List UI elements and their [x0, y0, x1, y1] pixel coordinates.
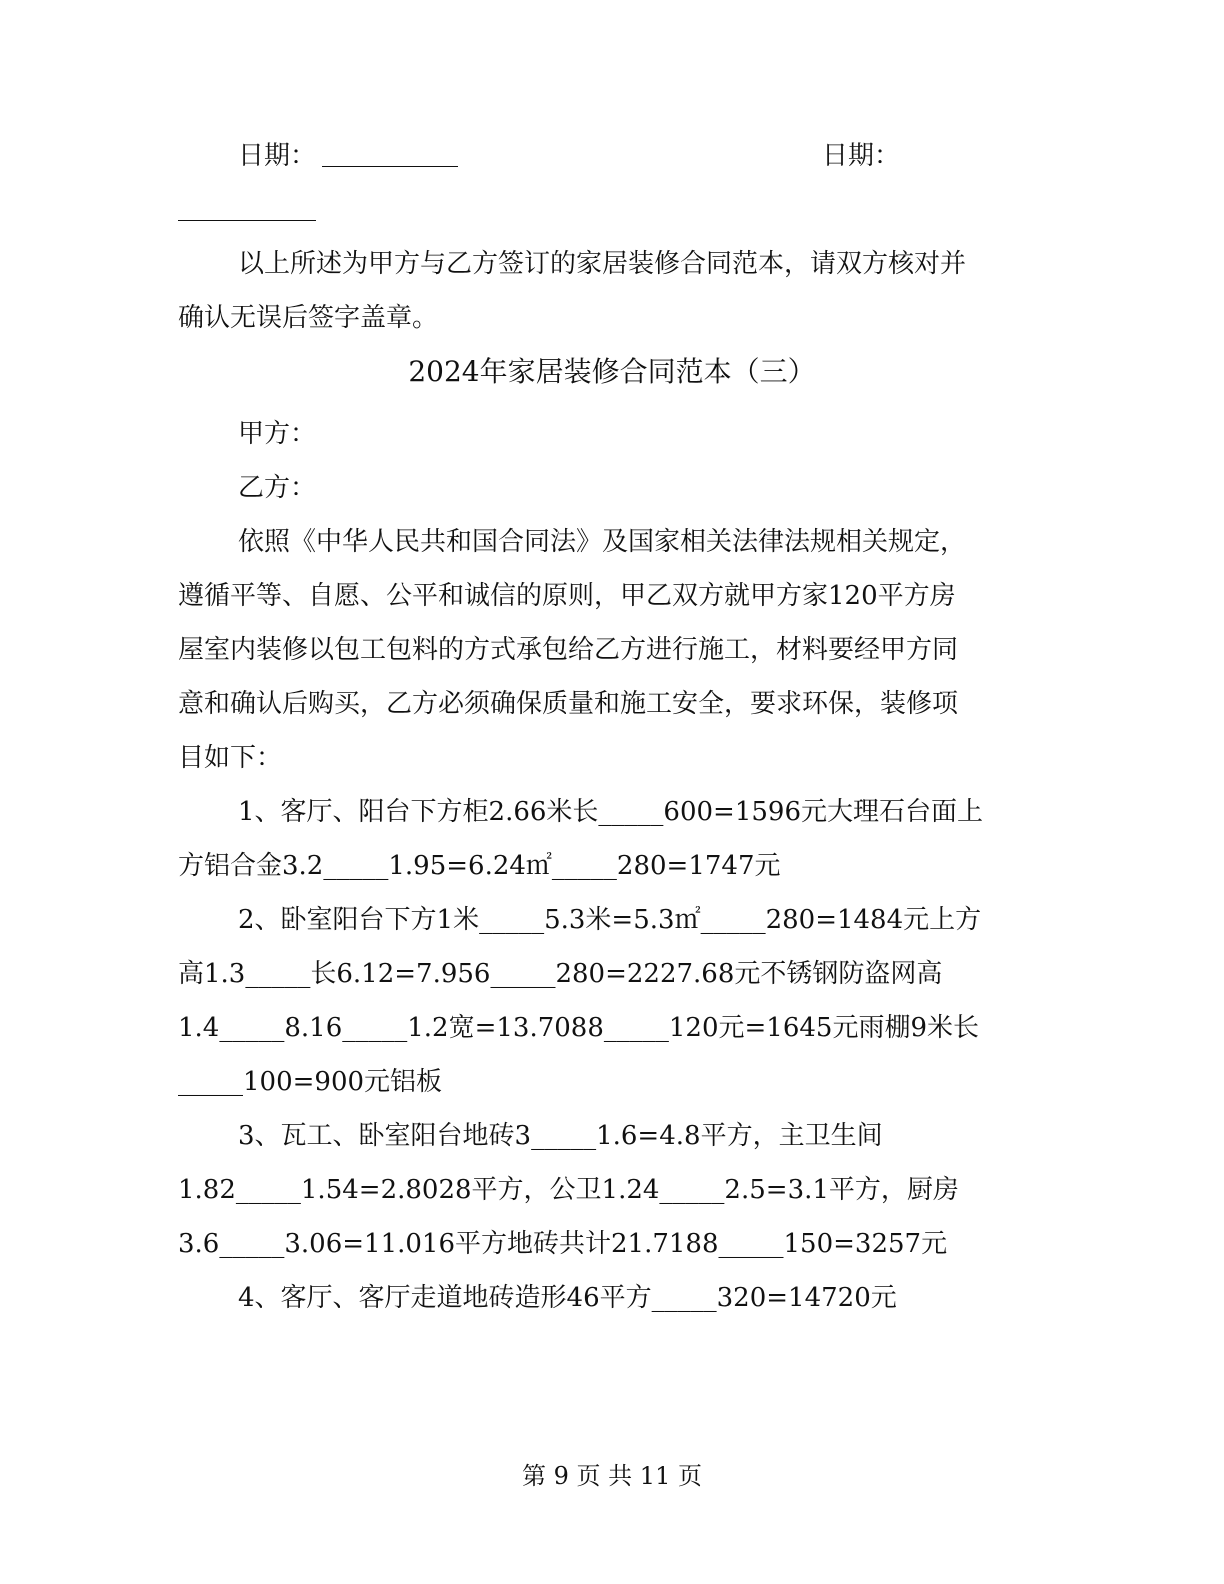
party-b: 乙方： — [238, 473, 317, 503]
item3-line-1: 3、瓦工、卧室阳台地砖3_____1.6=4.8平方，主卫生间 — [238, 1121, 883, 1151]
intro-line-2: 遵循平等、自愿、公平和诚信的原则，甲乙双方就甲方家120平方房 — [178, 581, 956, 611]
item2-line-2: 高1.3_____长6.12=7.956_____280=2227.68元不锈钢防盗网高 — [178, 959, 943, 989]
intro-line-4: 意和确认后购买，乙方必须确保质量和施工安全，要求环保，装修项 — [178, 689, 959, 719]
item1-line-1: 1、客厅、阳台下方柜2.66米长_____600=1596元大理石台面上 — [238, 797, 984, 827]
item2-line-4: _____100=900元铝板 — [178, 1067, 443, 1097]
date-left-label: 日期： — [238, 141, 317, 171]
intro-line-5: 目如下： — [178, 743, 283, 773]
date-right-label: 日期： — [822, 141, 901, 171]
item2-line-3: 1.4_____8.16_____1.2宽=13.7088_____120元=1645元雨棚9米长 — [178, 1013, 980, 1043]
item3-line-3: 3.6_____3.06=11.016平方地砖共计21.7188_____150=3257元 — [178, 1229, 948, 1259]
item3-line-2: 1.82_____1.54=2.8028平方，公卫1.24_____2.5=3.1平方，厨房 — [178, 1175, 959, 1205]
date-left-blank — [322, 166, 458, 167]
document-title: 2024年家居装修合同范本（三） — [408, 355, 816, 388]
page-footer: 第 9 页 共 11 页 — [522, 1462, 702, 1490]
item1-line-2: 方铝合金3.2_____1.95=6.24㎡_____280=1747元 — [178, 851, 781, 881]
date-right-blank — [178, 220, 316, 221]
item4-line-1: 4、客厅、客厅走道地砖造形46平方_____320=14720元 — [238, 1283, 897, 1313]
intro-line-3: 屋室内装修以包工包料的方式承包给乙方进行施工，材料要经甲方同 — [178, 635, 959, 665]
item2-line-1: 2、卧室阳台下方1米_____5.3米=5.3㎡_____280=1484元上方 — [238, 905, 982, 935]
intro-line-1: 依照《中华人民共和国合同法》及国家相关法律法规相关规定， — [238, 527, 967, 557]
date-left — [238, 138, 316, 174]
confirm-line-1: 以上所述为甲方与乙方签订的家居装修合同范本，请双方核对并 — [238, 249, 967, 279]
confirm-line-2: 确认无误后签字盖章。 — [178, 303, 439, 333]
date-right — [822, 138, 900, 174]
party-a: 甲方： — [238, 419, 317, 449]
